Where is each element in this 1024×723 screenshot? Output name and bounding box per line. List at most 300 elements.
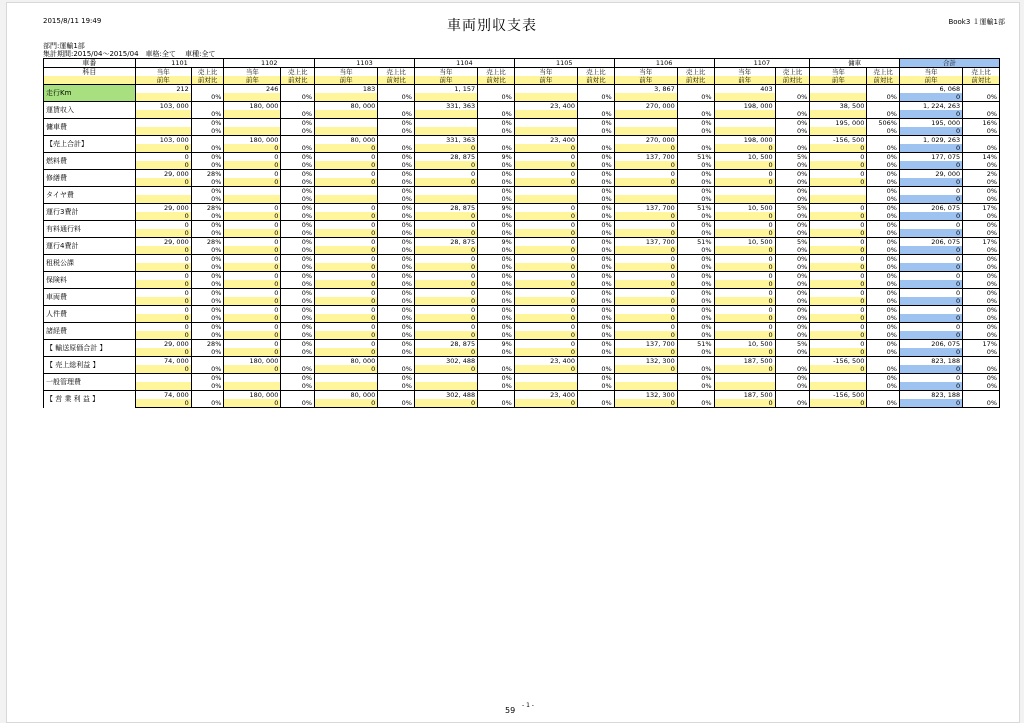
- row-label: 一般管理費: [44, 374, 136, 391]
- value-cell: 0: [224, 212, 281, 221]
- header-row-sub-top: [44, 68, 1000, 77]
- value-cell: 0%: [281, 153, 315, 162]
- value-cell: 0: [315, 170, 378, 179]
- table-row-previous: [44, 365, 1000, 374]
- subheader-current: 当年: [810, 68, 867, 77]
- value-cell: [963, 85, 1000, 94]
- value-cell: [224, 127, 281, 136]
- value-cell: [224, 119, 281, 128]
- value-cell: 0%: [281, 348, 315, 357]
- value-cell: 0: [135, 153, 191, 162]
- value-cell: 0: [614, 348, 677, 357]
- value-cell: 0%: [378, 374, 415, 383]
- value-cell: 0%: [963, 331, 1000, 340]
- value-cell: 0: [714, 314, 775, 323]
- value-cell: 0%: [191, 306, 224, 315]
- value-cell: [191, 391, 224, 400]
- value-cell: 0%: [963, 144, 1000, 153]
- value-cell: 0: [810, 306, 867, 315]
- value-cell: 0: [899, 255, 962, 264]
- value-cell: 0%: [867, 110, 900, 119]
- value-cell: 0%: [775, 314, 810, 323]
- value-cell: 0%: [281, 204, 315, 213]
- value-cell: 506%: [867, 119, 900, 128]
- value-cell: [577, 85, 614, 94]
- value-cell: 0%: [191, 195, 224, 204]
- value-cell: 0%: [963, 229, 1000, 238]
- value-cell: 270, 000: [614, 102, 677, 111]
- value-cell: 0%: [378, 297, 415, 306]
- value-cell: 0%: [281, 340, 315, 349]
- row-label: 運行3費計: [44, 204, 136, 221]
- value-cell: 0%: [867, 399, 900, 408]
- value-cell: 0: [714, 170, 775, 179]
- value-cell: 0: [810, 255, 867, 264]
- value-cell: 0: [414, 297, 477, 306]
- value-cell: [714, 195, 775, 204]
- header-row-vehicle: [44, 59, 1000, 68]
- column-header: 1106: [614, 59, 714, 68]
- value-cell: 10, 500: [714, 340, 775, 349]
- value-cell: 0%: [478, 187, 515, 196]
- value-cell: 0: [810, 170, 867, 179]
- value-cell: 0%: [775, 365, 810, 374]
- value-cell: 0%: [775, 144, 810, 153]
- value-cell: [315, 127, 378, 136]
- value-cell: 0: [414, 170, 477, 179]
- value-cell: 0%: [963, 246, 1000, 255]
- subheader-current: 当年: [899, 68, 962, 77]
- table-row-previous: [44, 144, 1000, 153]
- value-cell: 0: [514, 348, 577, 357]
- value-cell: 0: [714, 289, 775, 298]
- value-cell: 0: [224, 289, 281, 298]
- value-cell: 0%: [677, 382, 714, 391]
- value-cell: 0: [514, 229, 577, 238]
- value-cell: 0: [414, 331, 477, 340]
- value-cell: 0%: [775, 178, 810, 187]
- value-cell: 0%: [281, 195, 315, 204]
- subheader-yoy: 前対比: [281, 76, 315, 85]
- value-cell: 0%: [677, 280, 714, 289]
- value-cell: 0%: [191, 127, 224, 136]
- value-cell: [414, 195, 477, 204]
- value-cell: 0%: [577, 348, 614, 357]
- value-cell: 0: [810, 297, 867, 306]
- value-cell: 0%: [281, 93, 315, 102]
- value-cell: 0: [810, 263, 867, 272]
- value-cell: 0: [224, 365, 281, 374]
- value-cell: 0: [514, 153, 577, 162]
- value-cell: 0: [899, 110, 962, 119]
- value-cell: [614, 382, 677, 391]
- value-cell: 0: [315, 331, 378, 340]
- value-cell: 0%: [478, 246, 515, 255]
- value-cell: 0: [810, 340, 867, 349]
- value-cell: [414, 127, 477, 136]
- period-label: 集計期間:2015/04～2015/04 車格:全て 車種:全て: [43, 50, 216, 58]
- value-cell: 0%: [775, 221, 810, 230]
- value-cell: 0: [414, 178, 477, 187]
- value-cell: 0%: [378, 161, 415, 170]
- value-cell: 0%: [577, 382, 614, 391]
- value-cell: 0: [899, 144, 962, 153]
- value-cell: 0%: [478, 212, 515, 221]
- table-row: [44, 204, 1000, 213]
- value-cell: 0: [714, 229, 775, 238]
- value-cell: [810, 374, 867, 383]
- value-cell: 0%: [677, 306, 714, 315]
- value-cell: 302, 488: [414, 357, 477, 366]
- value-cell: 0%: [867, 204, 900, 213]
- value-cell: 132, 300: [614, 357, 677, 366]
- table-row-previous: [44, 382, 1000, 391]
- page-number: 59: [505, 706, 516, 715]
- table-row: [44, 374, 1000, 383]
- value-cell: 28, 875: [414, 340, 477, 349]
- value-cell: 0: [514, 306, 577, 315]
- value-cell: [963, 136, 1000, 145]
- value-cell: [478, 136, 515, 145]
- value-cell: [714, 119, 775, 128]
- value-cell: 0%: [867, 93, 900, 102]
- value-cell: 0: [514, 314, 577, 323]
- value-cell: 0: [414, 246, 477, 255]
- value-cell: 0: [614, 263, 677, 272]
- value-cell: 0: [899, 314, 962, 323]
- value-cell: 0%: [963, 374, 1000, 383]
- value-cell: 0: [135, 365, 191, 374]
- row-label: 【 売上総利益 】: [44, 357, 136, 374]
- value-cell: 0%: [577, 144, 614, 153]
- value-cell: 0%: [775, 110, 810, 119]
- value-cell: 0%: [577, 289, 614, 298]
- value-cell: 0: [714, 272, 775, 281]
- value-cell: 51%: [677, 153, 714, 162]
- value-cell: 0: [614, 221, 677, 230]
- value-cell: 0: [414, 212, 477, 221]
- value-cell: 0: [614, 331, 677, 340]
- subheader-current: 当年: [414, 68, 477, 77]
- value-cell: 0%: [281, 238, 315, 247]
- value-cell: 0%: [963, 212, 1000, 221]
- value-cell: [378, 102, 415, 111]
- value-cell: 0%: [378, 212, 415, 221]
- value-cell: 0: [714, 255, 775, 264]
- value-cell: 0%: [577, 110, 614, 119]
- value-cell: 0: [810, 238, 867, 247]
- value-cell: 0%: [867, 280, 900, 289]
- value-cell: [378, 357, 415, 366]
- value-cell: [614, 110, 677, 119]
- value-cell: 0: [514, 289, 577, 298]
- value-cell: 0: [514, 399, 577, 408]
- value-cell: [315, 110, 378, 119]
- value-cell: 10, 500: [714, 153, 775, 162]
- row-label: 運賃収入: [44, 102, 136, 119]
- value-cell: 0: [614, 144, 677, 153]
- value-cell: 0%: [775, 289, 810, 298]
- value-cell: 29, 000: [135, 238, 191, 247]
- value-cell: 0: [315, 340, 378, 349]
- value-cell: 0: [514, 323, 577, 332]
- value-cell: 0: [614, 161, 677, 170]
- subheader-sales-ratio: 売上比: [478, 68, 515, 77]
- value-cell: 1, 029, 263: [899, 136, 962, 145]
- value-cell: 0: [224, 221, 281, 230]
- value-cell: 0%: [191, 110, 224, 119]
- value-cell: [135, 187, 191, 196]
- value-cell: 0: [135, 263, 191, 272]
- value-cell: 0%: [867, 348, 900, 357]
- value-cell: 0%: [963, 365, 1000, 374]
- value-cell: 0%: [378, 399, 415, 408]
- row-label: 【 営 業 利 益 】: [44, 391, 136, 408]
- value-cell: 23, 400: [514, 136, 577, 145]
- row-label: 諸経費: [44, 323, 136, 340]
- value-cell: 0: [414, 255, 477, 264]
- value-cell: 0: [135, 314, 191, 323]
- value-cell: 0%: [775, 212, 810, 221]
- value-cell: 0%: [577, 204, 614, 213]
- value-cell: 0%: [281, 297, 315, 306]
- value-cell: 0%: [963, 221, 1000, 230]
- value-cell: 17%: [963, 340, 1000, 349]
- value-cell: 0%: [677, 212, 714, 221]
- value-cell: 0: [899, 297, 962, 306]
- value-cell: 0%: [775, 272, 810, 281]
- value-cell: 0%: [191, 153, 224, 162]
- value-cell: 0%: [478, 323, 515, 332]
- value-cell: 0%: [577, 195, 614, 204]
- value-cell: 0: [315, 399, 378, 408]
- value-cell: 206, 075: [899, 204, 962, 213]
- value-cell: 0: [224, 297, 281, 306]
- value-cell: [867, 102, 900, 111]
- value-cell: 0%: [963, 297, 1000, 306]
- value-cell: 0: [810, 280, 867, 289]
- value-cell: 0: [899, 331, 962, 340]
- value-cell: 187, 500: [714, 357, 775, 366]
- page-marker: - 1 -: [522, 702, 534, 709]
- value-cell: 0%: [677, 399, 714, 408]
- value-cell: 0%: [577, 246, 614, 255]
- value-cell: 0: [714, 221, 775, 230]
- value-cell: 0%: [281, 382, 315, 391]
- value-cell: [577, 357, 614, 366]
- corner-header-bottom: 科目: [44, 68, 136, 77]
- value-cell: 103, 000: [135, 136, 191, 145]
- value-cell: 0: [315, 178, 378, 187]
- value-cell: 0%: [677, 170, 714, 179]
- value-cell: 23, 400: [514, 102, 577, 111]
- value-cell: [514, 382, 577, 391]
- value-cell: 0%: [775, 331, 810, 340]
- value-cell: 0: [714, 399, 775, 408]
- value-cell: [677, 357, 714, 366]
- value-cell: 9%: [478, 238, 515, 247]
- value-cell: 0%: [577, 229, 614, 238]
- value-cell: 206, 075: [899, 238, 962, 247]
- value-cell: 0%: [577, 238, 614, 247]
- subheader-previous: 前年: [135, 76, 191, 85]
- value-cell: 0%: [281, 127, 315, 136]
- value-cell: 0: [315, 297, 378, 306]
- value-cell: 74, 000: [135, 357, 191, 366]
- value-cell: 0%: [478, 348, 515, 357]
- value-cell: 0: [514, 161, 577, 170]
- value-cell: 0%: [677, 255, 714, 264]
- table-row-previous: [44, 178, 1000, 187]
- value-cell: 0%: [378, 340, 415, 349]
- value-cell: 0: [315, 229, 378, 238]
- value-cell: 0: [514, 297, 577, 306]
- subheader-previous: 前年: [714, 76, 775, 85]
- value-cell: 177, 075: [899, 153, 962, 162]
- value-cell: 2%: [963, 170, 1000, 179]
- value-cell: 180, 000: [224, 357, 281, 366]
- value-cell: [963, 357, 1000, 366]
- value-cell: 0%: [281, 365, 315, 374]
- value-cell: 0%: [677, 119, 714, 128]
- subheader-previous: 前年: [899, 76, 962, 85]
- value-cell: [135, 119, 191, 128]
- column-header: 1102: [224, 59, 315, 68]
- value-cell: 0: [514, 331, 577, 340]
- value-cell: 0%: [577, 153, 614, 162]
- value-cell: 198, 000: [714, 102, 775, 111]
- value-cell: 0: [414, 314, 477, 323]
- value-cell: 1, 157: [414, 85, 477, 94]
- value-cell: 0%: [478, 314, 515, 323]
- column-header: 傭車: [810, 59, 900, 68]
- value-cell: 0%: [577, 331, 614, 340]
- value-cell: [224, 195, 281, 204]
- value-cell: 9%: [478, 204, 515, 213]
- subheader-sales-ratio: 売上比: [963, 68, 1000, 77]
- value-cell: 0: [135, 289, 191, 298]
- value-cell: 0%: [963, 323, 1000, 332]
- value-cell: 0%: [577, 280, 614, 289]
- value-cell: 23, 400: [514, 357, 577, 366]
- value-cell: 0%: [577, 170, 614, 179]
- table-row-previous: [44, 314, 1000, 323]
- table-row: [44, 391, 1000, 400]
- value-cell: 0%: [281, 119, 315, 128]
- value-cell: [224, 110, 281, 119]
- value-cell: 0%: [281, 272, 315, 281]
- value-cell: 10, 500: [714, 238, 775, 247]
- value-cell: [810, 187, 867, 196]
- value-cell: 1, 224, 263: [899, 102, 962, 111]
- value-cell: 0%: [577, 255, 614, 264]
- value-cell: 0%: [478, 119, 515, 128]
- value-cell: [614, 127, 677, 136]
- value-cell: 0%: [963, 263, 1000, 272]
- row-label: 修繕費: [44, 170, 136, 187]
- value-cell: 0%: [281, 221, 315, 230]
- subheader-yoy: 前対比: [577, 76, 614, 85]
- value-cell: 0%: [577, 314, 614, 323]
- value-cell: 0%: [378, 110, 415, 119]
- value-cell: [614, 119, 677, 128]
- subheader-previous: 前年: [224, 76, 281, 85]
- value-cell: [281, 136, 315, 145]
- value-cell: 0: [315, 263, 378, 272]
- value-cell: 0: [714, 212, 775, 221]
- value-cell: 0%: [867, 365, 900, 374]
- value-cell: 0%: [775, 255, 810, 264]
- value-cell: 5%: [775, 238, 810, 247]
- value-cell: 28, 875: [414, 153, 477, 162]
- value-cell: 14%: [963, 153, 1000, 162]
- value-cell: 0%: [577, 127, 614, 136]
- value-cell: 0: [714, 246, 775, 255]
- table-row: [44, 187, 1000, 196]
- value-cell: 0%: [867, 229, 900, 238]
- subheader-sales-ratio: 売上比: [378, 68, 415, 77]
- value-cell: 0: [414, 289, 477, 298]
- value-cell: 0%: [677, 144, 714, 153]
- value-cell: [714, 93, 775, 102]
- value-cell: 0%: [378, 93, 415, 102]
- value-cell: [135, 382, 191, 391]
- table-row: [44, 102, 1000, 111]
- value-cell: 0%: [191, 374, 224, 383]
- value-cell: 0: [224, 340, 281, 349]
- value-cell: 0: [414, 399, 477, 408]
- value-cell: 0: [514, 212, 577, 221]
- column-header: 合計: [899, 59, 999, 68]
- value-cell: 0: [315, 221, 378, 230]
- value-cell: 0%: [191, 280, 224, 289]
- value-cell: 0%: [677, 187, 714, 196]
- value-cell: 0: [514, 246, 577, 255]
- value-cell: 0%: [191, 187, 224, 196]
- value-cell: 0: [135, 306, 191, 315]
- value-cell: 0%: [378, 289, 415, 298]
- value-cell: 0%: [281, 331, 315, 340]
- value-cell: 0: [899, 280, 962, 289]
- column-header: 1105: [514, 59, 614, 68]
- value-cell: 0%: [191, 297, 224, 306]
- value-cell: 0%: [191, 263, 224, 272]
- value-cell: [414, 374, 477, 383]
- value-cell: 0: [514, 280, 577, 289]
- value-cell: 270, 000: [614, 136, 677, 145]
- department-label: 部門:運輸1部: [43, 42, 85, 50]
- table-row-previous: [44, 195, 1000, 204]
- value-cell: [677, 391, 714, 400]
- value-cell: 0%: [963, 255, 1000, 264]
- value-cell: 0%: [281, 110, 315, 119]
- value-cell: 0: [899, 289, 962, 298]
- value-cell: 0%: [378, 331, 415, 340]
- value-cell: 331, 363: [414, 102, 477, 111]
- value-cell: 0: [614, 297, 677, 306]
- value-cell: 0: [414, 280, 477, 289]
- value-cell: [281, 102, 315, 111]
- book-label: Book3 １運輸1部: [948, 18, 1005, 26]
- value-cell: [414, 110, 477, 119]
- value-cell: [315, 187, 378, 196]
- value-cell: 0%: [281, 399, 315, 408]
- value-cell: 0%: [191, 178, 224, 187]
- value-cell: 206, 075: [899, 340, 962, 349]
- value-cell: 0%: [478, 399, 515, 408]
- value-cell: 0: [135, 221, 191, 230]
- row-label: 有料通行料: [44, 221, 136, 238]
